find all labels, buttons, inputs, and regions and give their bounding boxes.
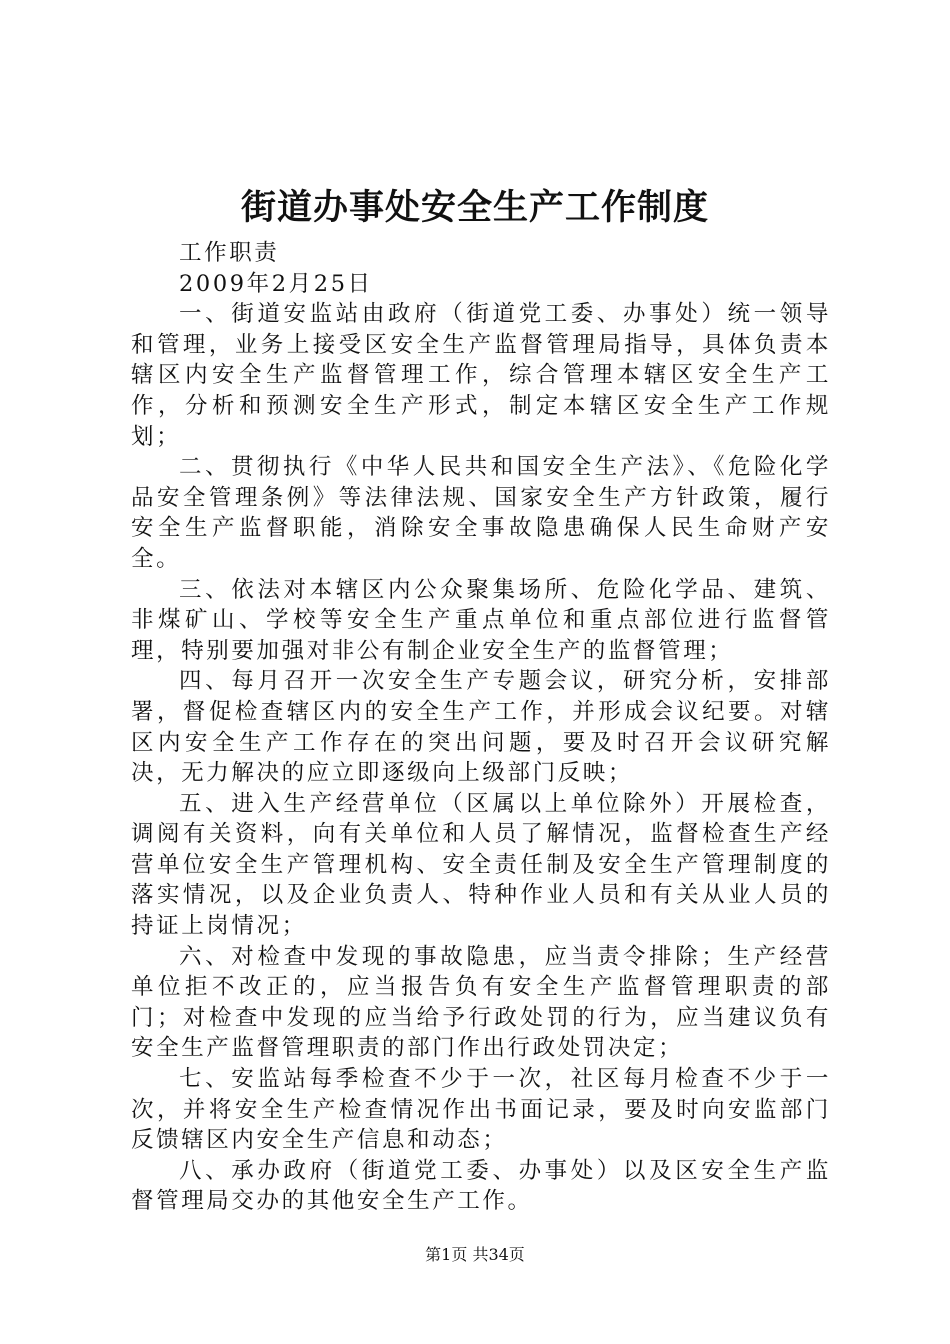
paragraph-1: 一、街道安监站由政府（街道党工委、办事处）统一领导和管理，业务上接受区安全生产监督管理局指导，具体负责本辖区内安全生产监督管理工作，综合管理本辖区安全生产工作，分析和预测安全生产形式，制定本辖区安全生产工作规划； (131, 301, 831, 450)
paragraph-8: 八、承办政府（街道党工委、办事处）以及区安全生产监督管理局交办的其他安全生产工作。 (131, 1157, 831, 1215)
paragraph-4: 四、每月召开一次安全生产专题会议，研究分析，安排部署，督促检查辖区内的安全生产工作，并形成会议纪要。对辖区内安全生产工作存在的突出问题，要及时召开会议研究解决，无力解决的应立即逐级向上级部门反映； (131, 668, 831, 787)
paragraph-6: 六、对检查中发现的事故隐患，应当责令排除；生产经营单位拒不改正的，应当报告负有安全生产监督管理职责的部门；对检查中发现的应当给予行政处罚的行为，应当建议负有安全生产监督管理职责的部门作出行政处罚决定； (131, 943, 831, 1062)
paragraph-7: 七、安监站每季检查不少于一次，社区每月检查不少于一次，并将安全生产检查情况作出书面记录，要及时向安监部门反馈辖区内安全生产信息和动态； (131, 1066, 831, 1154)
document-title: 街道办事处安全生产工作制度 (240, 187, 709, 228)
page-number-footer: 第1页 共34页 (425, 1245, 525, 1264)
paragraph-5: 五、进入生产经营单位（区属以上单位除外）开展检查，调阅有关资料，向有关单位和人员了解情况，监督检查生产经营单位安全生产管理机构、安全责任制及安全生产管理制度的落实情况，以及企业负责人、特种作业人员和有关从业人员的持证上岗情况； (131, 790, 831, 940)
document-date: 2009年2月25日 (179, 270, 373, 297)
paragraph-3: 三、依法对本辖区内公众聚集场所、危险化学品、建筑、非煤矿山、学校等安全生产重点单位和重点部位进行监督管理，特别要加强对非公有制企业安全生产的监督管理； (131, 576, 831, 664)
paragraph-2: 二、贯彻执行《中华人民共和国安全生产法》、《危险化学品安全管理条例》等法律法规、国家安全生产方针政策，履行安全生产监督职能，消除安全事故隐患确保人民生命财产安全。 (131, 454, 831, 572)
document-body (131, 238, 831, 1217)
section-heading: 工作职责 (179, 240, 280, 266)
